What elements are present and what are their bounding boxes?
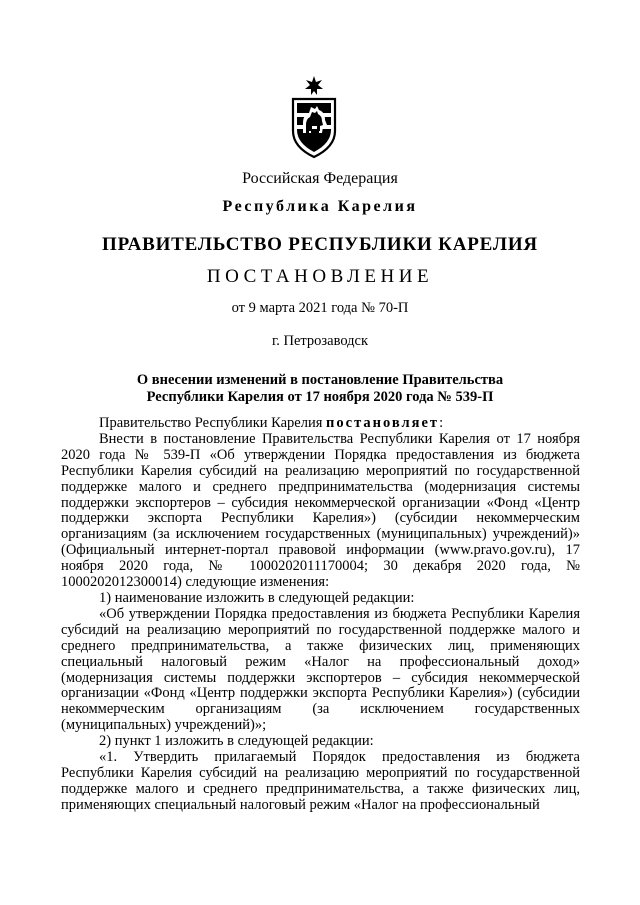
intro-paragraph bbox=[61, 416, 580, 432]
subject-line-1: О внесении изменений в постановление Правительства bbox=[136, 372, 504, 388]
document-type-title: ПОСТАНОВЛЕНИЕ bbox=[206, 266, 434, 287]
body-paragraph-2: 1) наименование изложить в следующей редакции: bbox=[99, 589, 415, 606]
government-title: ПРАВИТЕЛЬСТВО РЕСПУБЛИКИ КАРЕЛИЯ bbox=[102, 234, 538, 255]
body-paragraph-5: «1. Утвердить прилагаемый Порядок предоставления из бюджета Республики Карелия субсидий на реализацию мероприятий по государственной поддержке малого и среднего предпринимательства, а также физических лиц, применяющих специальный налоговый режим «Налог на профессиональный bbox=[61, 749, 580, 813]
subject-line-2: Республики Карелия от 17 ноября 2020 года № 539-П bbox=[146, 389, 494, 405]
city-name: г. Петрозаводск bbox=[271, 333, 369, 349]
republic-title: Республика Карелия bbox=[222, 198, 418, 215]
decree-date-number: от 9 марта 2021 года № 70-П bbox=[231, 300, 409, 316]
body-paragraph-3: «Об утверждении Порядка предоставления из бюджета Республики Карелия субсидий на реализацию мероприятий по государственной поддержке малого и среднего предпринимательства, а также физических лиц, применяющих специальный налоговый режим «Налог на профессиональный доход» (модернизация системы поддержки экспортеров – субсидия некоммерческой организации «Фонд «Центр поддержки экспорта Республики Карелия») (субсидии некоммерческим организациям (за исключением государственных (муниципальных) учреждений)»; bbox=[61, 605, 580, 734]
karelia-coat-of-arms-icon bbox=[289, 75, 339, 159]
body-paragraph-1: Внести в постановление Правительства Республики Карелия от 17 ноября 2020 года № 539-П «Об утверждении Порядка предоставления из бюджета Республики Карелия субсидий на реализацию мероприятий по государственной поддержке малого и среднего предпринимательства (модернизация системы поддержки экспортеров – субсидия некоммерческой организации «Фонд «Центр поддержки экспорта Республики Карелия») (субсидии некоммерческим организациям (за исключением государственных (муниципальных) учреждений)» (Официальный интернет-портал правовой информации (www.pravo.gov.ru), 17 ноября 2020 года, № 1000202011170004; 30 декабря 2020 года, № 1000202012300014) следующие изменения: bbox=[61, 430, 580, 591]
intro-suffix: : bbox=[439, 415, 444, 431]
body-paragraph-4: 2) пункт 1 изложить в следующей редакции: bbox=[99, 733, 374, 750]
decree-subject bbox=[0, 372, 640, 406]
federation-title: Российская Федерация bbox=[242, 170, 398, 187]
intro-verb: постановляет bbox=[326, 415, 440, 431]
intro-prefix: Правительство Республики Карелия bbox=[99, 415, 327, 431]
decree-body bbox=[61, 416, 580, 814]
